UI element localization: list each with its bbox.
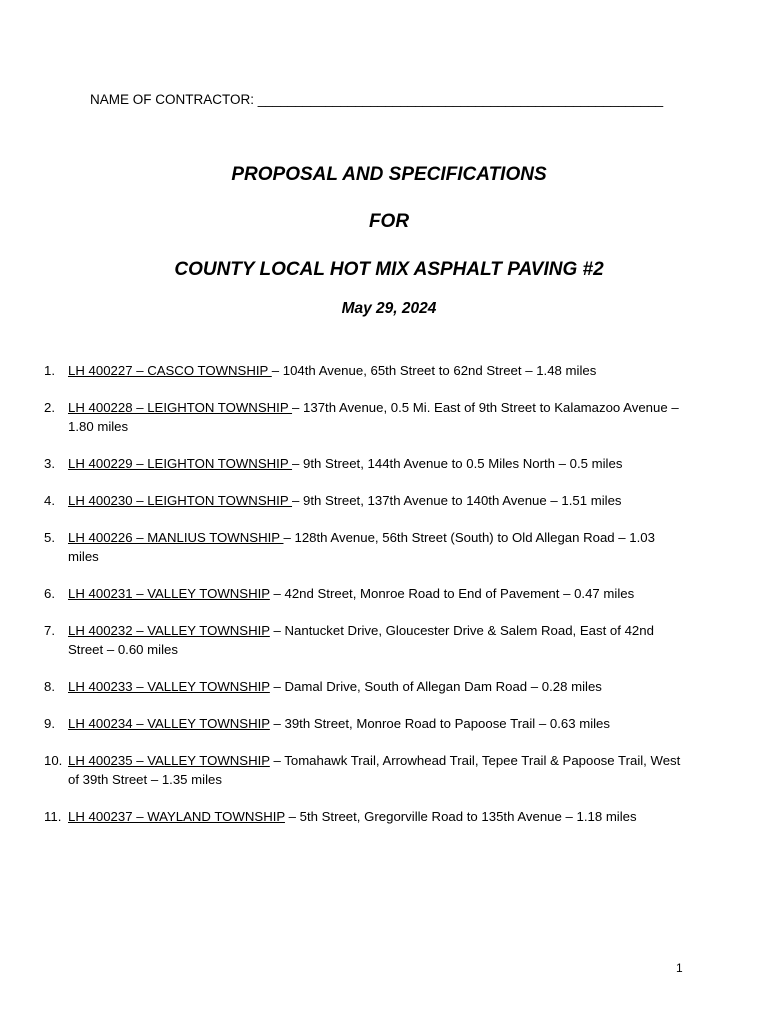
item-description: – 9th Street, 144th Avenue to 0.5 Miles North – 0.5 miles: [292, 456, 623, 471]
item-description: – Tomahawk Trail, Arrowhead Trail, Tepee Trail & Papoose Trail, West of 39th Street – 1.35 miles: [68, 753, 681, 787]
item-description: – 104th Avenue, 65th Street to 62nd Street – 1.48 miles: [271, 363, 597, 378]
item-code: LH 400230 – LEIGHTON TOWNSHIP: [68, 493, 293, 508]
item-number: 2.: [44, 400, 55, 415]
item-description: – 9th Street, 137th Avenue to 140th Avenue – 1.51 miles: [292, 493, 622, 508]
list-item: [44, 621, 684, 659]
item-code: LH 400226 – MANLIUS TOWNSHIP: [68, 530, 284, 545]
list-item: [44, 677, 684, 696]
list-item: [44, 361, 684, 380]
item-number: 8.: [44, 679, 55, 694]
page-number: 1: [676, 961, 683, 975]
item-number: 6.: [44, 586, 55, 601]
list-item: [44, 714, 684, 733]
document-title: PROPOSAL AND SPECIFICATIONS: [231, 164, 547, 185]
item-description: – 39th Street, Monroe Road to Papoose Trail – 0.63 miles: [269, 716, 610, 731]
item-code: LH 400229 – LEIGHTON TOWNSHIP: [68, 456, 293, 471]
item-number: 9.: [44, 716, 55, 731]
item-description: – 5th Street, Gregorville Road to 135th Avenue – 1.18 miles: [284, 809, 637, 824]
document-title-for: FOR: [368, 211, 410, 232]
list-item: [44, 454, 684, 473]
item-number: 1.: [44, 363, 55, 378]
document-date: May 29, 2024: [341, 300, 437, 317]
item-code: LH 400234 – VALLEY TOWNSHIP: [68, 716, 270, 731]
item-description: – 128th Avenue, 56th Street (South) to Old Allegan Road – 1.03 miles: [68, 530, 655, 564]
item-number: 3.: [44, 456, 55, 471]
item-number: 10.: [44, 753, 63, 768]
item-description: – 137th Avenue, 0.5 Mi. East of 9th Street to Kalamazoo Avenue – 1.80 miles: [68, 400, 679, 434]
list-item: [44, 807, 684, 826]
item-number: 11.: [44, 809, 62, 824]
list-item: [44, 528, 684, 566]
item-code: LH 400233 – VALLEY TOWNSHIP: [68, 679, 270, 694]
document-subtitle: COUNTY LOCAL HOT MIX ASPHALT PAVING #2: [174, 259, 604, 280]
item-number: 5.: [44, 530, 55, 545]
list-item: [44, 584, 684, 603]
item-code: LH 400237 – WAYLAND TOWNSHIP: [68, 809, 285, 824]
item-code: LH 400228 – LEIGHTON TOWNSHIP: [68, 400, 293, 415]
item-number: 7.: [44, 623, 55, 638]
item-description: – 42nd Street, Monroe Road to End of Pavement – 0.47 miles: [269, 586, 635, 601]
project-list: [44, 361, 684, 844]
item-code: LH 400227 – CASCO TOWNSHIP: [68, 363, 272, 378]
item-code: LH 400232 – VALLEY TOWNSHIP: [68, 623, 270, 638]
contractor-name-line: NAME OF CONTRACTOR: ______________________________________________________: [90, 92, 664, 107]
list-item: [44, 491, 684, 510]
item-description: – Nantucket Drive, Gloucester Drive & Salem Road, East of 42nd Street – 0.60 miles: [68, 623, 654, 657]
item-description: – Damal Drive, South of Allegan Dam Road – 0.28 miles: [269, 679, 602, 694]
item-number: 4.: [44, 493, 55, 508]
item-code: LH 400231 – VALLEY TOWNSHIP: [68, 586, 270, 601]
item-code: LH 400235 – VALLEY TOWNSHIP: [68, 753, 270, 768]
list-item: [44, 751, 684, 789]
list-item: [44, 398, 684, 436]
